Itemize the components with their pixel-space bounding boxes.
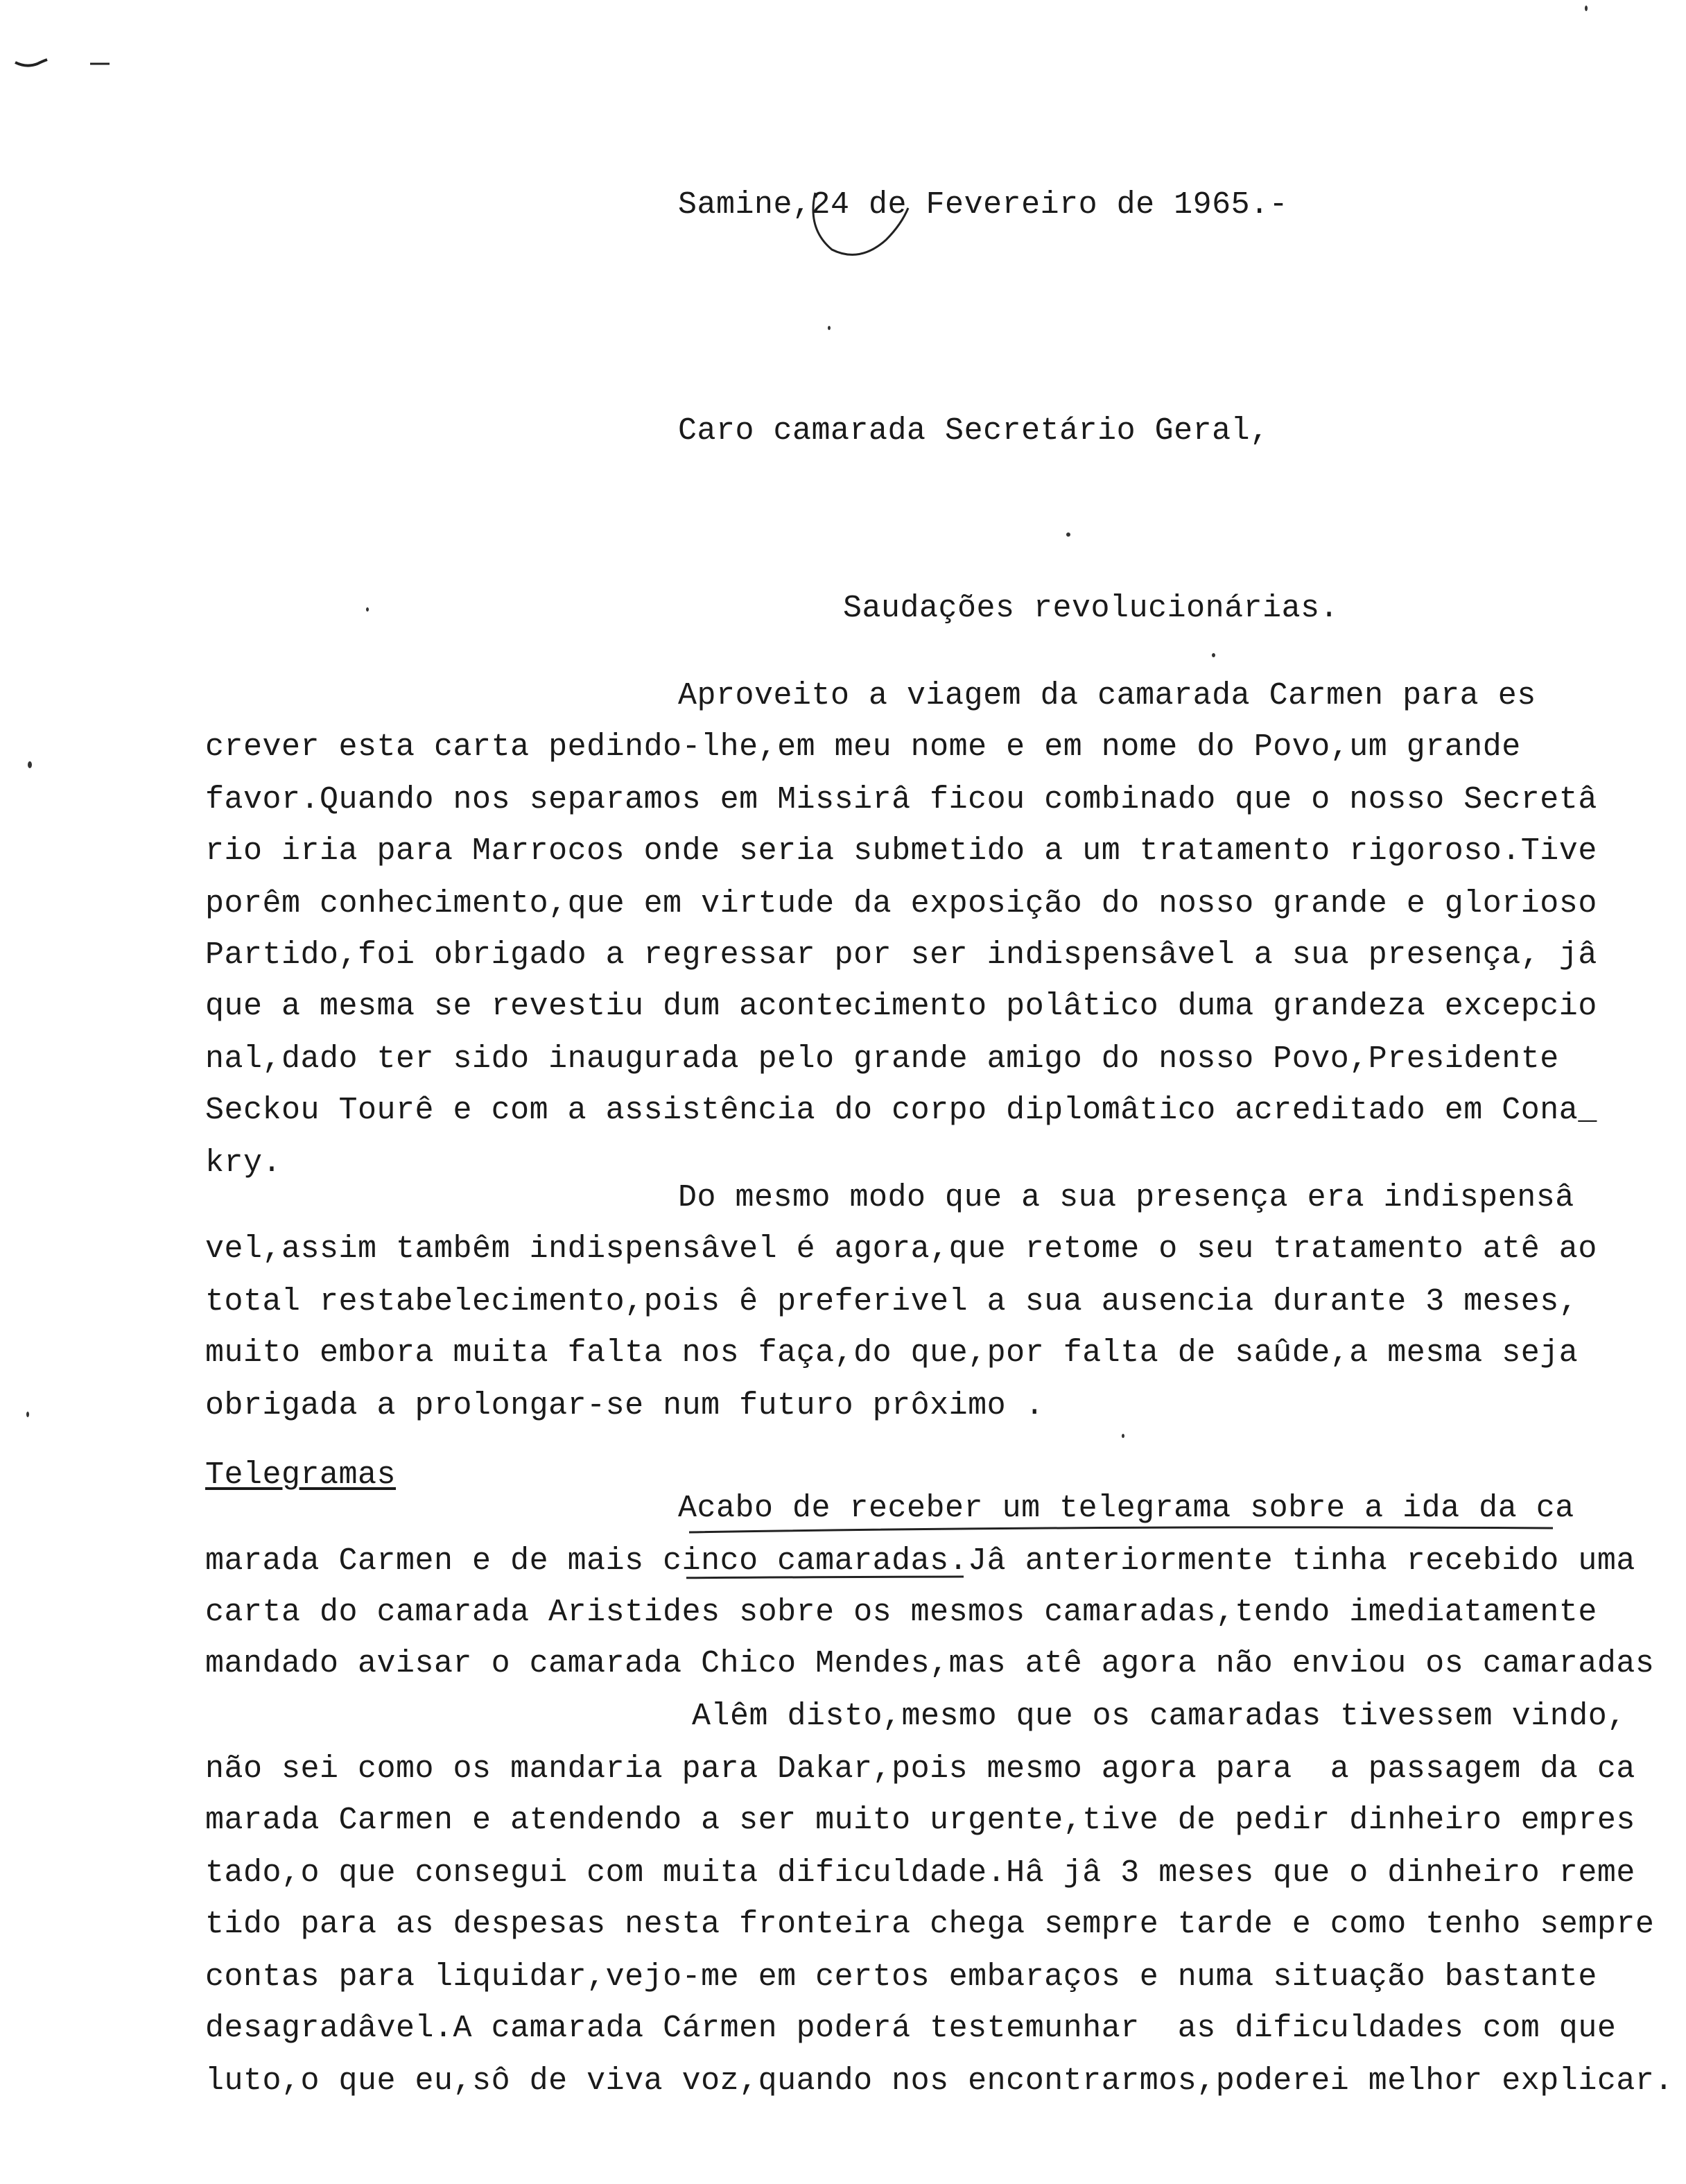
paragraph-1-line: kry. [205,1145,282,1181]
corner-pen-mark [12,53,110,73]
paragraph-1-line: nal,dado ter sido inaugurada pelo grande amigo do nosso Povo,Presidente [205,1041,1559,1077]
paragraph-2-line: obrigada a prolongar-se num futuro prôximo . [205,1388,1045,1423]
paragraph-1-line: favor.Quando nos separamos em Missirâ ficou combinado que o nosso Secretâ [205,782,1597,817]
ink-speck [1122,1434,1124,1438]
paragraph-1-line: Aproveito a viagem da camarada Carmen para es [678,678,1536,713]
ink-speck [26,1412,29,1417]
paragraph-4-line: contas para liquidar,vejo-me em certos embaraços e numa situação bastante [205,1959,1597,1995]
ink-speck [366,607,369,612]
paragraph-4-line: não sei como os mandaria para Dakar,pois mesmo agora para a passagem da ca [205,1751,1635,1787]
paragraph-1-line: rio iria para Marrocos onde seria submetido a um tratamento rigoroso.Tive [205,833,1597,869]
paragraph-4-line: tado,o que consegui com muita dificuldade.Hâ jâ 3 meses que o dinheiro reme [205,1855,1635,1891]
paragraph-1-line: crever esta carta pedindo-lhe,em meu nome e em nome do Povo,um grande [205,729,1521,765]
paragraph-2-line: total restabelecimento,pois ê preferivel a sua ausencia durante 3 meses, [205,1284,1579,1319]
paragraph-2-line: vel,assim tambêm indispensâvel é agora,que retome o seu tratamento atê ao [205,1231,1597,1267]
paragraph-3-line: carta do camarada Aristides sobre os mesmos camaradas,tendo imediatamente [205,1595,1597,1630]
paragraph-3-line: marada Carmen e de mais cinco camaradas.Jâ anteriormente tinha recebido uma [205,1543,1635,1579]
paragraph-4-line: tido para as despesas nesta fronteira chega sempre tarde e como tenho sempre [205,1907,1655,1942]
section-heading: Telegramas [205,1457,397,1493]
date-line: Samine,24 de Fevereiro de 1965.- [678,187,1289,223]
ink-speck [1066,532,1070,537]
paragraph-4-line: luto,o que eu,sô de viva voz,quando nos encontrarmos,poderei melhor explicar. [205,2063,1674,2099]
ink-speck [1585,6,1588,11]
paragraph-1-line: Partido,foi obrigado a regressar por ser indispensâvel a sua presença, jâ [205,937,1597,973]
paragraph-4-line: marada Carmen e atendendo a ser muito urgente,tive de pedir dinheiro empres [205,1803,1635,1838]
salutation: Caro camarada Secretário Geral, [678,413,1269,449]
paragraph-4-line: desagradâvel.A camarada Cármen poderá testemunhar as dificuldades com que [205,2011,1617,2046]
ink-speck [28,761,32,768]
ink-speck [828,326,831,330]
paragraph-1-line: que a mesma se revestiu dum acontecimento polâtico duma grandeza excepcio [205,989,1597,1024]
paragraph-4-line: Alêm disto,mesmo que os camaradas tivessem vindo, [692,1699,1626,1734]
paragraph-2-line: muito embora muita falta nos faça,do que,por falta de saûde,a mesma seja [205,1335,1579,1371]
paragraph-3-line: Acabo de receber um telegrama sobre a ida da ca [678,1491,1574,1526]
paragraph-2-line: Do mesmo modo que a sua presença era indispensâ [678,1180,1574,1215]
paragraph-3-line: mandado avisar o camarada Chico Mendes,mas atê agora não enviou os camaradas [205,1646,1655,1681]
ink-speck [1212,653,1215,657]
paragraph-1-line: Seckou Tourê e com a assistência do corpo diplomâtico acreditado em Cona_ [205,1093,1597,1128]
paragraph-1-line: porêm conhecimento,que em virtude da exposição do nosso grande e glorioso [205,886,1597,921]
greeting: Saudações revolucionárias. [843,591,1339,626]
